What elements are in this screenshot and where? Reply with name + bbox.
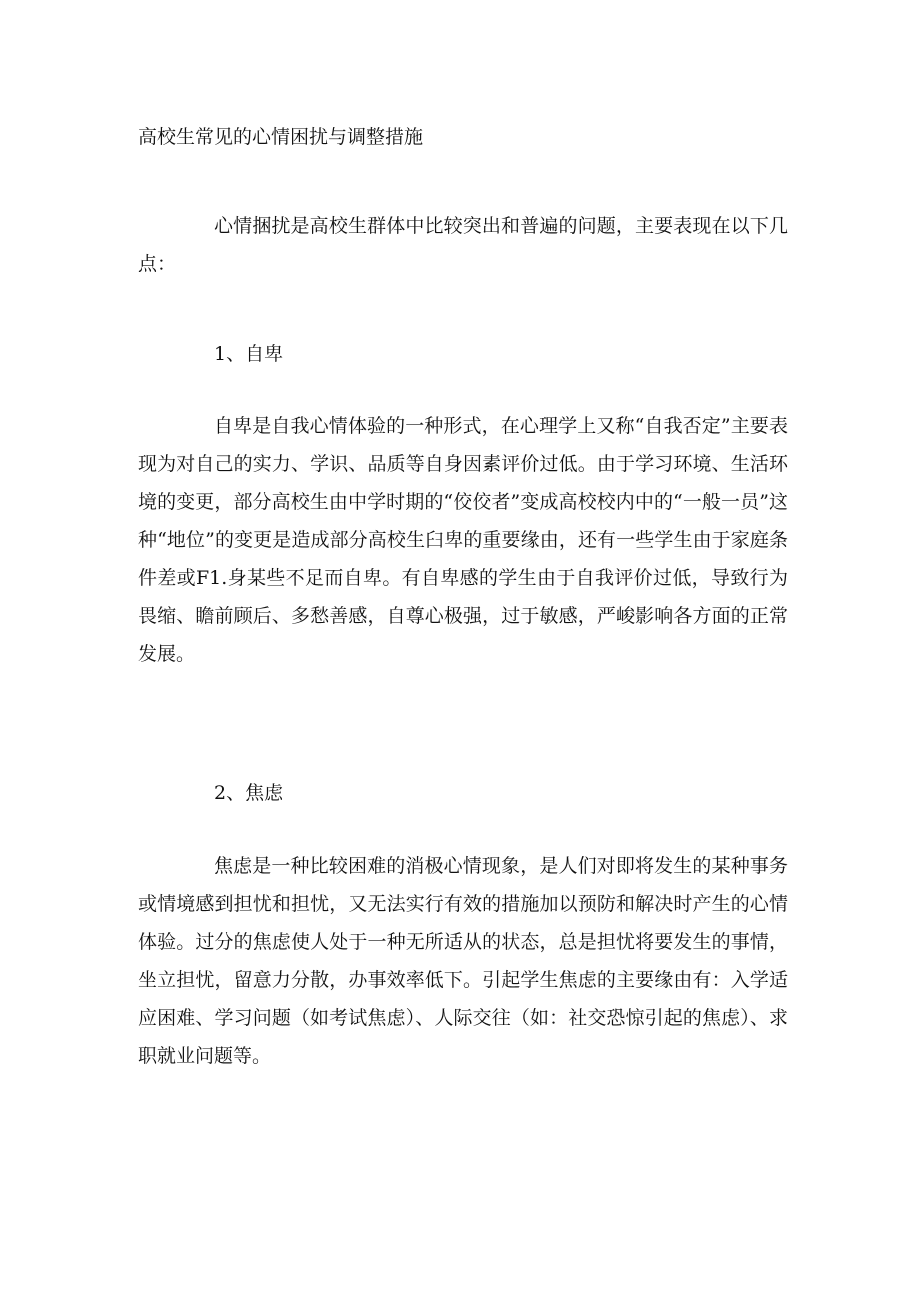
- section-heading-inferiority: 1、自卑: [214, 343, 284, 365]
- section-body-inferiority: 自卑是自我心情体验的一种形式，在心理学上又称“自我否定”主要表现为对自己的实力、学识、品质等自身因素评价过低。由于学习环境、生活环境的变更，部分高校生由中学时期的“佼佼者”变成高校校内中的“一般一员”这种“地位”的变更是造成部分高校生臼卑的重要缘由，还有一些学生由于家庭条件差或F1.身某些不足而自卑。有自卑感的学生由于自我评价过低，导致行为畏缩、瞻前顾后、多愁善感，自尊心极强，过于敏感，严峻影响各方面的正常发展。: [138, 415, 788, 665]
- document-title: 高校生常见的心情困扰与调整措施: [138, 126, 424, 148]
- section-body-anxiety: 焦虑是一种比较困难的消极心情现象，是人们对即将发生的某种事务或情境感到担忧和担忧，又无法实行有效的措施加以预防和解决时产生的心情体验。过分的焦虑使人处于一种无所适从的状态，总是担忧将要发生的事情，坐立担忧，留意力分散，办事效率低下。引起学生焦虑的主要缘由有：入学适应困难、学习问题（如考试焦虑）、人际交往（如：社交恐惊引起的焦虑）、求职就业问题等。: [138, 855, 788, 1067]
- intro-paragraph: 心情捆扰是高校生群体中比较突出和普遍的问题，主要表现在以下几点：: [138, 215, 788, 275]
- section-heading-anxiety: 2、焦虑: [214, 782, 284, 804]
